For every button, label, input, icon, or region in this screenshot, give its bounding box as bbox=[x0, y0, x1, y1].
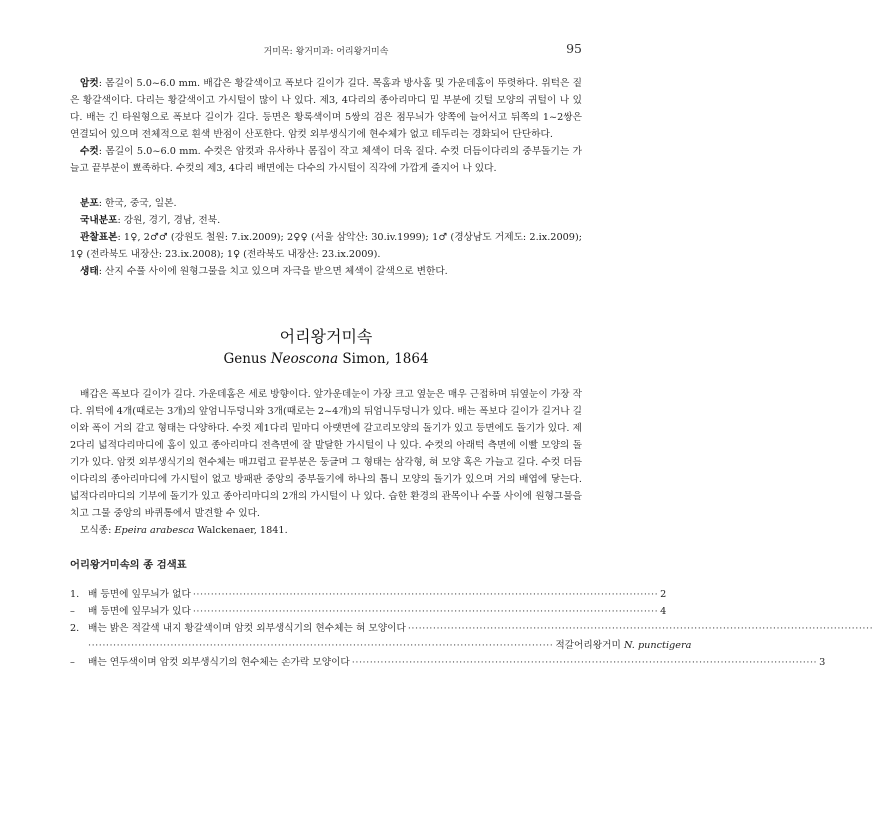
key-leader-dots: ·································································································································· bbox=[407, 623, 873, 634]
female-description bbox=[70, 75, 582, 143]
key-couplet-number: 1. bbox=[70, 589, 80, 600]
key-couplet-result bbox=[555, 637, 691, 654]
korea-distribution-text: : 강원, 경기, 경남, 전북. bbox=[117, 215, 221, 226]
female-text: : 몸길이 5.0~6.0 mm. 배갑은 황갈색이고 폭보다 길이가 길다. 목홈과 방사홈 및 가운데홈이 뚜렷하다. 위턱은 짙은 황갈색이다. 다리는 황갈색이고 가시털이 많이 나 있다. 제3, 4다리의 종아리마디 밑 부분에 깃털 모양의 귀털이 나 있다. 배는 긴 타원형으로 폭보다 길이가 길다. 등면은 황록색이며 5쌍의 검은 점무늬가 양쪽에 늘어서고 뒤쪽의 1~2쌍은 연결되어 있으며 전체적으로 흰색 반점이 산포한다. 암컷 외부생식기에 현수체가 없고 테두리는 경화되어 단단하다. bbox=[70, 78, 582, 140]
key-couplet-number: – bbox=[70, 657, 75, 668]
key-leader-dots: ·································································································································· bbox=[88, 640, 554, 651]
type-species-label: 모식종: bbox=[80, 525, 112, 536]
key-couplet-text: 배 등면에 잎무늬가 없다 bbox=[88, 589, 191, 600]
genus-name: Neoscona bbox=[270, 351, 339, 367]
key-row bbox=[70, 654, 826, 671]
running-title: 거미목: 왕거미과: 어리왕거미속 bbox=[263, 47, 389, 57]
key-couplet-text: 배는 밝은 적갈색 내지 황갈색이며 암컷 외부생식기의 현수체는 혀 모양이다 bbox=[88, 623, 406, 634]
page-body bbox=[70, 75, 873, 671]
korea-distribution bbox=[70, 212, 582, 229]
male-description bbox=[70, 143, 582, 177]
key-result-korean-name: 적갈어리왕거미 bbox=[555, 640, 621, 651]
key-couplet-result: 4 bbox=[660, 606, 667, 617]
key-row bbox=[70, 586, 667, 603]
korea-distribution-label: 국내분포 bbox=[80, 215, 118, 226]
page-number: 95 bbox=[566, 41, 582, 56]
specimens-text: : 1♀, 2♂♂ (강원도 철원: 7.ix.2009); 2♀♀ (서울 삼악산: 30.iv.1999); 1♂ (경상남도 거제도: 2.ix.2009); 1♀ (전라북도 내장산: 23.ix.2008); 1♀ (전라북도 내장산: 23.ix.2009). bbox=[70, 232, 582, 260]
distribution bbox=[70, 195, 582, 212]
genus-word: Genus bbox=[223, 351, 267, 367]
type-species bbox=[70, 522, 582, 539]
genus-scientific-title bbox=[70, 348, 582, 370]
key-leader-dots: ·································································································································· bbox=[351, 657, 818, 668]
female-label: 암컷 bbox=[80, 78, 99, 89]
key-row bbox=[70, 637, 692, 654]
ecology bbox=[70, 263, 582, 280]
key-row bbox=[70, 603, 667, 620]
distribution-text: : 한국, 중국, 일본. bbox=[98, 198, 177, 209]
key-leader-dots: ·································································································································· bbox=[192, 606, 659, 617]
genus-author-year: Simon, 1864 bbox=[342, 351, 429, 367]
male-label: 수컷 bbox=[80, 146, 99, 157]
genus-korean-title: 어리왕거미속 bbox=[279, 327, 373, 346]
specimens bbox=[70, 229, 582, 263]
specimens-label: 관찰표본 bbox=[80, 232, 118, 243]
distribution-label: 분포 bbox=[80, 198, 99, 209]
key-couplet-number: 2. bbox=[70, 623, 80, 634]
ecology-text: : 산지 수풀 사이에 원형그물을 치고 있으며 자극을 받으면 체색이 갈색으로 변한다. bbox=[98, 266, 448, 277]
key-couplet-result: 3 bbox=[819, 657, 826, 668]
type-species-author: Walckenaer, 1841. bbox=[197, 525, 288, 536]
key-couplet-text: 배는 연두색이며 암컷 외부생식기의 현수체는 손가락 모양이다 bbox=[88, 657, 350, 668]
key-couplet-result: 2 bbox=[660, 589, 667, 600]
type-species-name: Epeira arabesca bbox=[114, 525, 195, 536]
key-leader-dots: ·································································································································· bbox=[192, 589, 659, 600]
ecology-label: 생태 bbox=[80, 266, 99, 277]
key-result-species: N. punctigera bbox=[623, 640, 692, 651]
genus-description: 배갑은 폭보다 길이가 길다. 가운데홈은 세로 방향이다. 앞가운데눈이 가장 크고 옆눈은 매우 근접하며 뒤옆눈이 가장 작다. 위턱에 4개(때로는 3개)의 앞엄니두덩니와 3개(때로는 2~4개)의 뒤엄니두덩니가 있다. 배는 폭보다 길이가 길거나 길이와 폭이 거의 같고 형태는 다양하다. 수컷 제1다리 밑마디 아랫면에 갈고리모양의 돌기가 있고 등면에도 돌기가 있다. 제2다리 넓적다리마디에 홈이 있고 종아리마디 전측면에 잘 발달한 가시털이 나 있다. 수컷의 아래턱 측면에 이빨 모양의 돌기가 있다. 암컷 외부생식기의 현수체는 매끄럽고 끝부분은 둥글며 그 형태는 삼각형, 혀 모양 혹은 가늘고 길다. 수컷 더듬이다리의 종아리마디에 가시털이 없고 방패판 중앙의 중부돌기에 하나의 톱니 모양의 돌기가 있으며 거의 배엽에 닿는다. 넓적다리마디의 기부에 돌기가 있고 종아리마디의 2개의 가시털이 나 있다. 습한 환경의 관목이나 수풀 사이에 원형그물을 치고 그물 중앙의 바퀴통에서 발견할 수 있다. bbox=[70, 389, 582, 519]
key-couplet-number: – bbox=[70, 606, 75, 617]
key-row bbox=[70, 620, 873, 637]
male-text: : 몸길이 5.0~6.0 mm. 수컷은 암컷과 유사하나 몸집이 작고 체색이 더욱 짙다. 수컷 더듬이다리의 중부돌기는 가늘고 끝부분이 뾰족하다. 수컷의 제3, 4다리 배면에는 다수의 가시털이 직각에 가깝게 줄지어 나 있다. bbox=[70, 146, 582, 174]
key-title: 어리왕거미속의 종 검색표 bbox=[70, 559, 187, 571]
key-couplet-text: 배 등면에 잎무늬가 있다 bbox=[88, 606, 191, 617]
